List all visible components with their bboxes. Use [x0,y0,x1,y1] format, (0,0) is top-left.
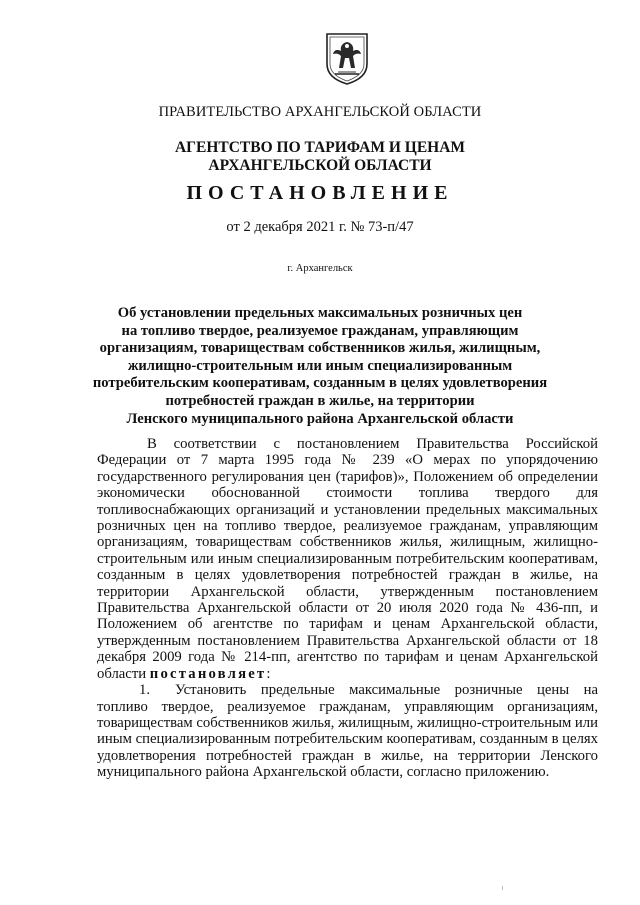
agency-name-line-2: АРХАНГЕЛЬСКОЙ ОБЛАСТИ [208,157,432,174]
government-name: ПРАВИТЕЛЬСТВО АРХАНГЕЛЬСКОЙ ОБЛАСТИ [158,104,482,120]
document-city: г. Архангельск [287,263,353,274]
decree-colon: : [266,665,271,682]
subject-line: потребительским кооперативам, созданным в целях удовлетворения [92,375,548,392]
coat-of-arms-emblem [323,30,371,86]
subject-line: на топливо твердое, реализуемое гражданам, управляющим [121,322,519,339]
document-subject [0,305,640,428]
item-1-paragraph [97,682,598,780]
document-body [97,436,598,781]
item-1-text: Установить предельные максимальные розничные цены на топливо твердое, реализуемое гражданам, управляющим организациям, товариществам собственников жилья, жилищным, жилищно-строительным или иным специализированным потребительским кооперативам, созданным в целях удовлетворения потребностей граждан в жилье, на территории Ленского муниципального района Архангельской области, согласно приложению. [97,682,598,781]
preamble-paragraph [97,436,598,682]
preamble-text: В соответствии с постановлением Правительства Российской Федерации от 7 марта 1995 года № 239 «О мерах по упорядочению государственного регулирования цен (тарифов)», Положением об определении экономически обоснованной стоимости топлива твердого для топливоснабжающих организаций и установлении предельных максимальных розничных цен на топливо твердое, реализуемое гражданам, управляющим организациям, товариществам собственников жилья, жилищным, жилищно-строительным или иным специализированным потребительским кооперативам, созданным в целях удовлетворения потребностей граждан в жилье, на территории Архангельской области, утвержденным постановлением Правительства Архангельской области от 20 июля 2020 года № 436-пп, и Положением об агентстве по тарифам и ценам Архангельской области, утвержденным постановлением Правительства Архангельской области от 18 декабря 2009 года № 214-пп, агентство по тарифам и ценам Архангельской области [97,436,598,682]
item-1-number: 1. [139,682,151,699]
decree-word: постановляет [149,665,267,682]
subject-line: Об установлении предельных максимальных розничных цен [117,305,523,321]
subject-line: жилищно-строительным или иным специализированным [127,357,513,374]
subject-line: потребностей граждан в жилье, на территории [165,392,475,409]
subject-line: Ленского муниципального района Архангельской области [126,410,514,427]
subject-line: организациям, товариществам собственников жилья, жилищным, [99,340,541,357]
scan-mark [502,886,503,890]
document-date-number: от 2 декабря 2021 г. № 73-п/47 [226,219,414,235]
document-type-title: ПОСТАНОВЛЕНИЕ [186,182,454,204]
agency-name [0,139,640,175]
agency-name-line-1: АГЕНТСТВО ПО ТАРИФАМ И ЦЕНАМ [174,139,466,156]
